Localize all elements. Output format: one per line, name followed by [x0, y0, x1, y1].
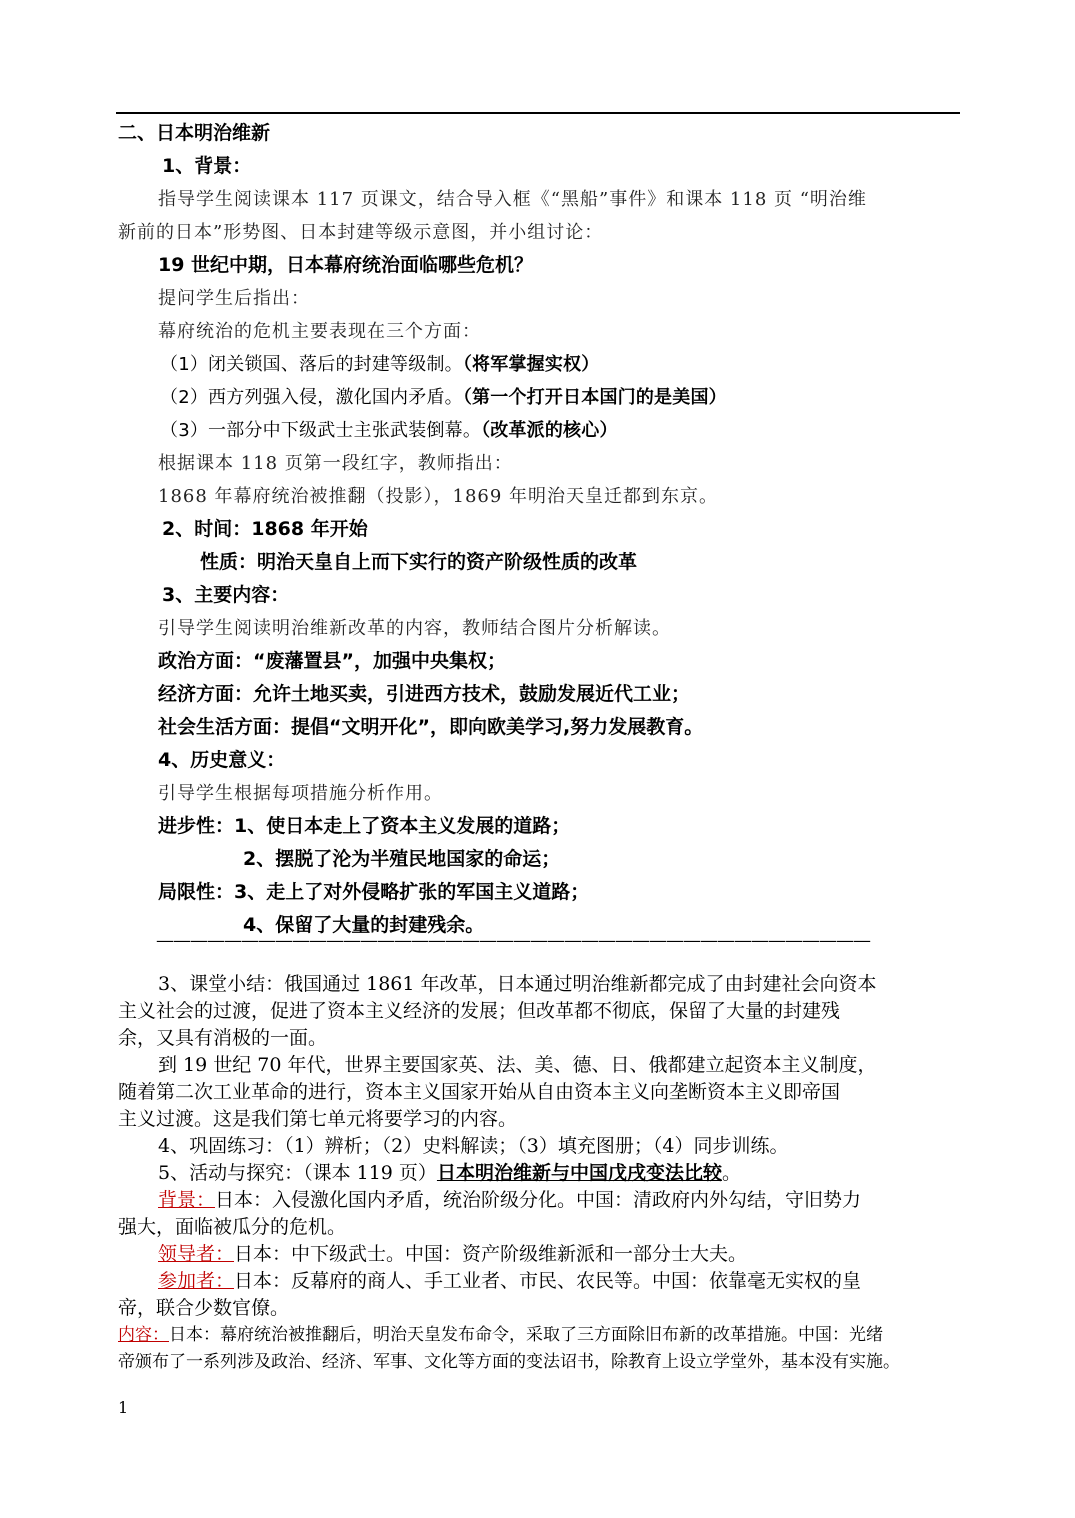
summary-line-4: 到 19 世纪 70 年代，世界主要国家英、法、美、德、日、俄都建立起资本主义制度， [158, 1054, 877, 1076]
crisis-item-2-note: （第一个打开日本国门的是美国） [462, 387, 727, 408]
summary-line-3: 余，又具有消极的一面。 [118, 1027, 328, 1049]
compare-background-line-2: 强大，面临被瓜分的危机。 [118, 1216, 347, 1238]
crisis-intro: 幕府统治的危机主要表现在三个方面： [158, 321, 481, 342]
politics-line: 政治方面：“废藩置县”，加强中央集权； [158, 650, 506, 672]
activity-prefix: 5、活动与探究：（课本 119 页） [158, 1162, 437, 1184]
red-text-note: 根据课本 118 页第一段红字，教师指出： [158, 453, 513, 474]
background-paragraph-line2: 新前的日本”形势图、日本封建等级示意图，并小组讨论： [118, 222, 604, 243]
compare-content-line-2: 帝颁布了一系列涉及政治、经济、军事、文化等方面的变法诏书，除教育上设立学堂外，基本没有实施。 [118, 1352, 900, 1372]
progress-line-2: 2、摆脱了沦为半殖民地国家的命运； [243, 848, 561, 870]
crisis-item-1-note: （将军掌握实权） [462, 354, 600, 375]
summary-line-5: 随着第二次工业革命的进行，资本主义国家开始从自由资本主义向垄断资本主义即帝国 [118, 1081, 841, 1103]
teacher-note: 提问学生后指出： [158, 288, 310, 309]
compare-background-label: 背景： [158, 1189, 216, 1211]
section-heading: 二、日本明治维新 [118, 122, 271, 144]
summary-line-6: 主义过渡。这是我们第七单元将要学习的内容。 [118, 1108, 518, 1130]
content-heading: 3、主要内容： [162, 584, 290, 606]
society-line: 社会生活方面：提倡“文明开化”，即向欧美学习,努力发展教育。 [158, 716, 704, 738]
activity-title: 日本明治维新与中国戊戌变法比较 [436, 1162, 722, 1184]
page-number: 1 [118, 1398, 129, 1417]
economy-line: 经济方面：允许土地买卖，引进西方技术，鼓励发展近代工业； [158, 683, 691, 705]
dashed-divider: —————————————————————————————————————————— [156, 930, 870, 951]
time-line: 2、时间：1868 年开始 [162, 518, 368, 540]
compare-participants-line-2: 帝，联合少数官僚。 [118, 1297, 290, 1319]
compare-content-label: 内容： [118, 1325, 169, 1345]
nature-line: 性质：明治天皇自上而下实行的资产阶级性质的改革 [200, 551, 638, 573]
meaning-heading: 4、历史意义： [158, 749, 286, 771]
compare-leader-label: 领导者： [158, 1243, 235, 1265]
limitation-line-1: 局限性：3、走上了对外侵略扩张的军国主义道路； [158, 881, 590, 903]
activity-suffix: 。 [721, 1162, 741, 1184]
compare-participants-text-1: 日本：反幕府的商人、手工业者、市民、农民等。中国：依靠毫无实权的皇 [234, 1270, 862, 1292]
crisis-item-3-text: （3）一部分中下级武士主张武装倒幕。 [160, 420, 482, 441]
practice-line: 4、巩固练习：（1）辨析；（2）史料解读；（3）填充图册；（4）同步训练。 [158, 1135, 789, 1157]
summary-line-1: 3、课堂小结：俄国通过 1861 年改革，日本通过明治维新都完成了由封建社会向资本 [158, 973, 877, 995]
progress-line-1: 进步性：1、使日本走上了资本主义发展的道路； [158, 815, 571, 837]
crisis-item-2-text: （2）西方列强入侵，激化国内矛盾。 [160, 387, 463, 408]
compare-content-text-1: 日本：幕府统治被推翻后，明治天皇发布命令，采取了三方面除旧布新的改革措施。中国：光绪 [169, 1325, 883, 1345]
crisis-item-2 [160, 381, 1005, 414]
compare-leader-text: 日本：中下级武士。中国：资产阶级维新派和一部分士大夫。 [234, 1243, 748, 1265]
discussion-question: 19 世纪中期，日本幕府统治面临哪些危机？ [158, 254, 534, 276]
meaning-guide: 引导学生根据每项措施分析作用。 [158, 783, 443, 804]
crisis-item-3 [160, 414, 1005, 447]
crisis-item-1 [160, 348, 1005, 381]
content-guide: 引导学生阅读明治维新改革的内容，教师结合图片分析解读。 [158, 618, 671, 639]
background-heading: 1、背景： [162, 155, 252, 177]
crisis-item-1-text: （1）闭关锁国、落后的封建等级制。 [160, 354, 463, 375]
limitation-line-2: 4、保留了大量的封建残余。 [243, 914, 485, 936]
background-paragraph-line1: 指导学生阅读课本 117 页课文，结合导入框《“黑船”事件》和课本 118 页 “明治维 [158, 189, 867, 210]
header-rule [116, 112, 960, 114]
summary-line-2: 主义社会的过渡，促进了资本主义经济的发展；但改革都不彻底，保留了大量的封建残 [118, 1000, 841, 1022]
crisis-item-3-note: （改革派的核心） [481, 420, 618, 441]
compare-participants-label: 参加者： [158, 1270, 235, 1292]
compare-background-text-1: 日本：入侵激化国内矛盾，统治阶级分化。中国：清政府内外勾结，守旧势力 [215, 1189, 862, 1211]
overthrow-note: 1868 年幕府统治被推翻（投影），1869 年明治天皇迁都到东京。 [158, 486, 719, 507]
